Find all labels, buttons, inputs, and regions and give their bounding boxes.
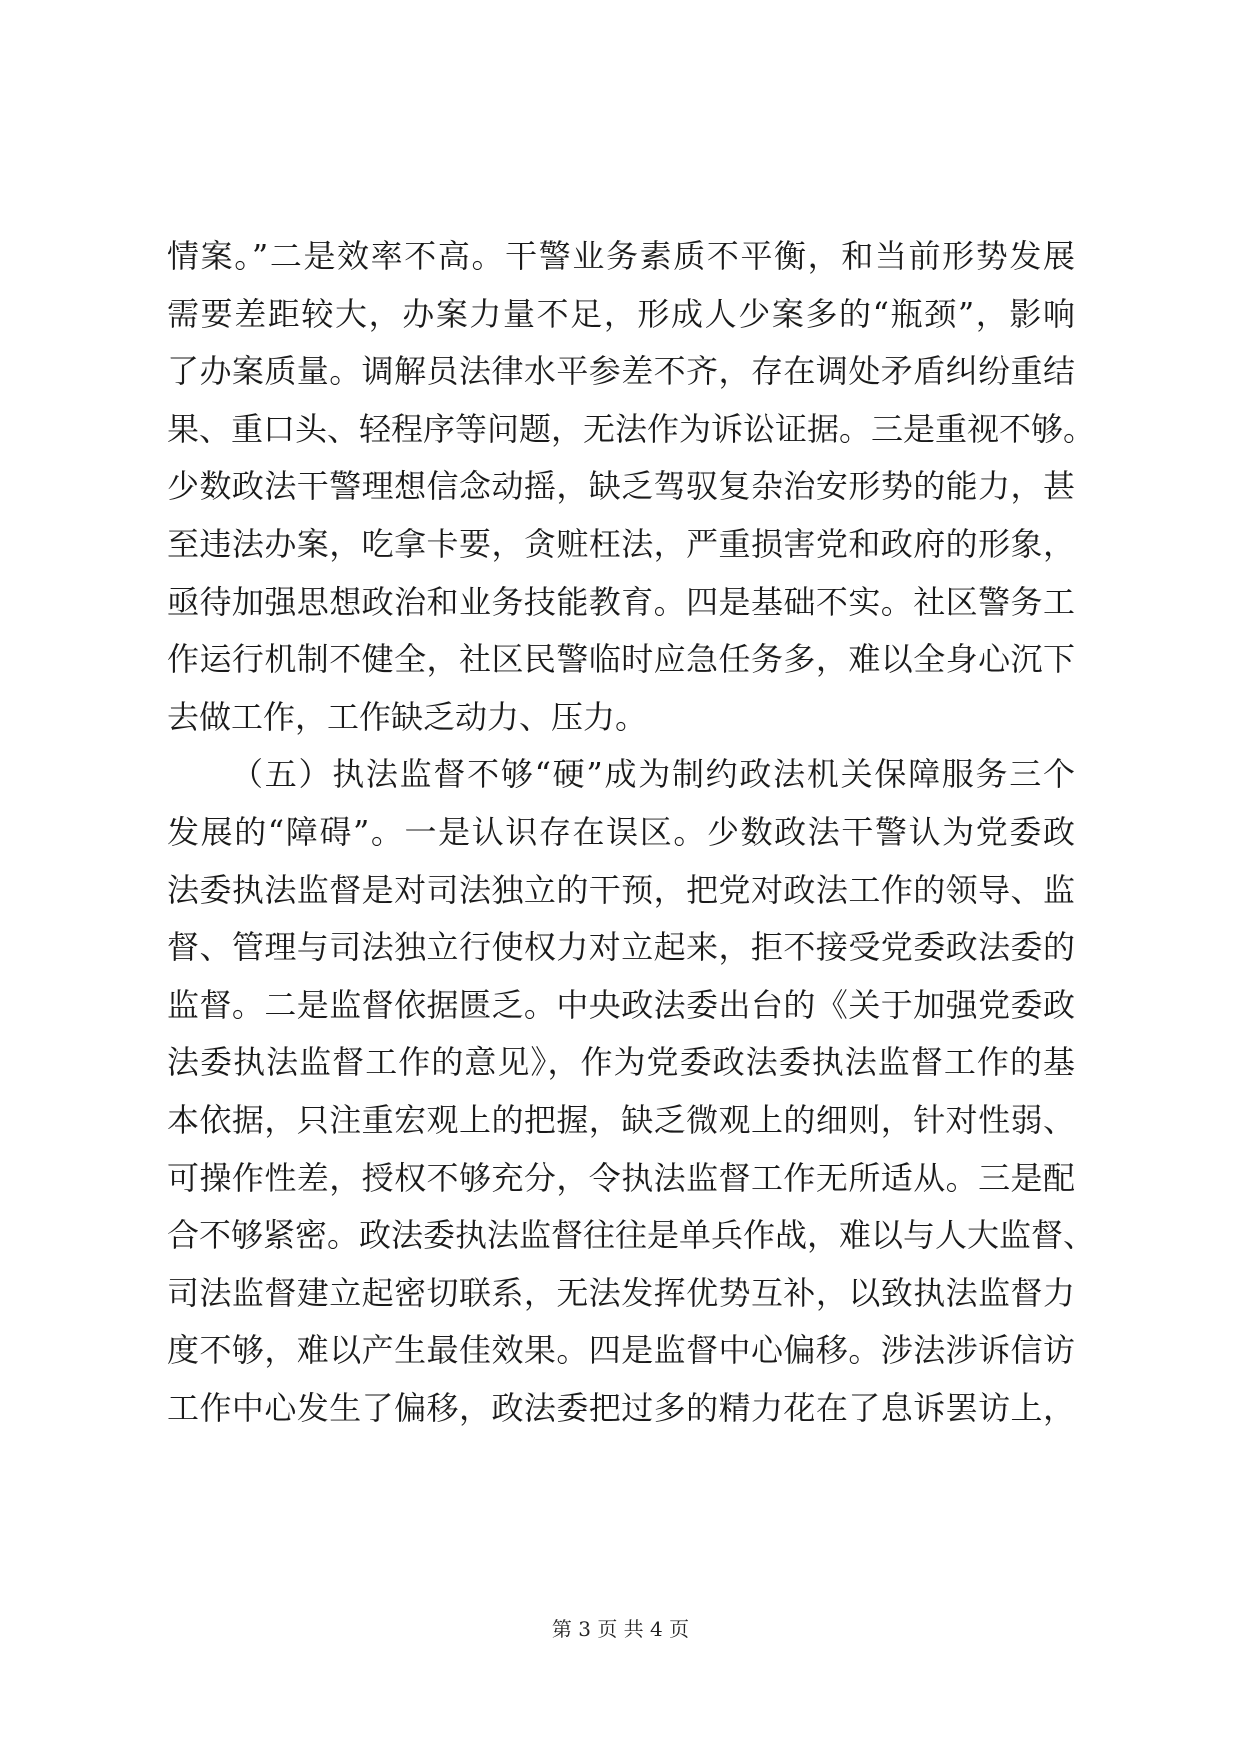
- text-line: 发展的“障碍”。一是认识存在误区。少数政法干警认为党委政: [167, 812, 1075, 851]
- text-line: 少数政法干警理想信念动摇，缺乏驾驭复杂治安形势的能力，甚: [167, 467, 1075, 506]
- text-line: 督、管理与司法独立行使权力对立起来，拒不接受党委政法委的: [167, 928, 1075, 967]
- text-line: 情案。”二是效率不高。干警业务素质不平衡，和当前形势发展: [167, 237, 1075, 275]
- page-number-footer: 第 3 页 共 4 页: [551, 1617, 690, 1641]
- text-line: 法委执法监督是对司法独立的干预，把党对政法工作的领导、监: [167, 870, 1075, 909]
- text-line: 果、重口头、轻程序等问题，无法作为诉讼证据。三是重视不够。: [167, 409, 1096, 448]
- text-line: 工作中心发生了偏移，政法委把过多的精力花在了息诉罢访上，: [167, 1388, 1075, 1427]
- text-line: 亟待加强思想政治和业务技能教育。四是基础不实。社区警务工: [167, 582, 1075, 621]
- text-line: 需要差距较大，办案力量不足，形成人少案多的“瓶颈”，影响: [167, 294, 1075, 333]
- text-line: 可操作性差，授权不够充分，令执法监督工作无所适从。三是配: [167, 1158, 1075, 1197]
- text-line: 合不够紧密。政法委执法监督往往是单兵作战，难以与人大监督、: [167, 1216, 1096, 1255]
- text-line: 法委执法监督工作的意见》，作为党委政法委执法监督工作的基: [167, 1043, 1075, 1082]
- text-line: 至违法办案，吃拿卡要，贪赃枉法，严重损害党和政府的形象，: [167, 524, 1075, 563]
- text-line: 司法监督建立起密切联系，无法发挥优势互补，以致执法监督力: [167, 1273, 1075, 1312]
- body-text: [167, 228, 1096, 1437]
- text-line: 去做工作，工作缺乏动力、压力。: [167, 697, 648, 736]
- text-line: 度不够，难以产生最佳效果。四是监督中心偏移。涉法涉诉信访: [167, 1331, 1075, 1370]
- text-line: 了办案质量。调解员法律水平参差不齐，存在调处矛盾纠纷重结: [167, 352, 1075, 391]
- text-line: 作运行机制不健全，社区民警临时应急任务多，难以全身心沉下: [167, 640, 1075, 679]
- section-heading-line: （五）执法监督不够“硬”成为制约政法机关保障服务三个: [231, 755, 1075, 794]
- text-line: 本依据，只注重宏观上的把握，缺乏微观上的细则，针对性弱、: [167, 1100, 1075, 1139]
- text-line: 监督。二是监督依据匮乏。中央政法委出台的《关于加强党委政: [167, 985, 1075, 1024]
